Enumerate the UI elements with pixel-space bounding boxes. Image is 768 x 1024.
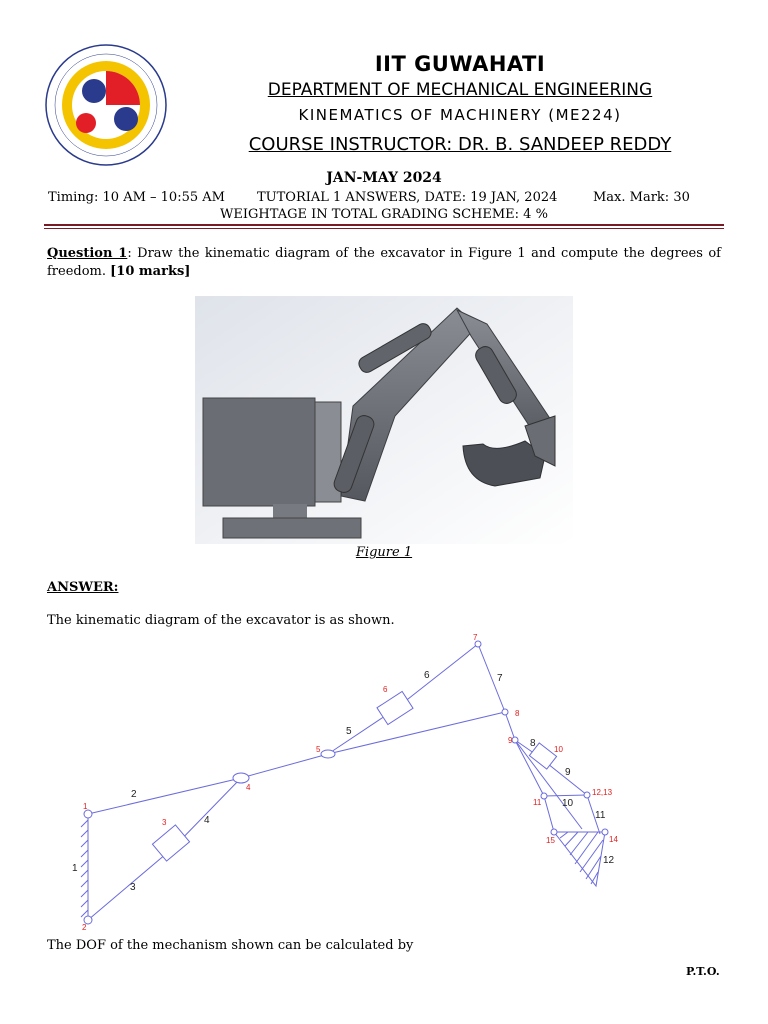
- joint-label-14: 14: [609, 835, 618, 844]
- joint-label-12-13: 12,13: [592, 788, 613, 797]
- ground-hatching: [81, 820, 88, 917]
- question-label: Question 1: [47, 246, 128, 261]
- joint-label-9: 9: [508, 736, 513, 745]
- answer-intro: The kinematic diagram of the excavator is as shown.: [47, 613, 395, 628]
- link-label-4: 4: [204, 815, 210, 826]
- link-label-12: 12: [603, 855, 615, 866]
- joint-label-15: 15: [546, 836, 555, 845]
- max-mark: Max. Mark: 30: [593, 190, 690, 205]
- link-label-2: 2: [131, 789, 137, 800]
- joint-label-3: 3: [162, 818, 167, 827]
- link-label-1: 1: [72, 863, 78, 874]
- institute-name: IIT GUWAHATI: [374, 52, 546, 76]
- joint-label-6: 6: [383, 685, 388, 694]
- course-instructor: COURSE INSTRUCTOR: DR. B. SANDEEP REDDY: [248, 134, 672, 155]
- joint-label-4: 4: [246, 783, 251, 792]
- figure-caption: Figure 1: [355, 545, 413, 560]
- question-body: : Draw the kinematic diagram of the excavator in Figure 1 and compute the degrees of freedom.: [47, 246, 721, 279]
- joint-label-2: 2: [82, 923, 87, 932]
- link-label-10: 10: [562, 798, 574, 809]
- link-label-7: 7: [497, 673, 503, 684]
- header-divider: [44, 224, 724, 226]
- joint-markers: [84, 641, 608, 924]
- link-label-6: 6: [424, 670, 430, 681]
- joint-label-5: 5: [316, 745, 321, 754]
- link-label-8: 8: [530, 738, 536, 749]
- course-name: KINEMATICS OF MACHINERY (ME224): [298, 106, 622, 124]
- department-name: DEPARTMENT OF MECHANICAL ENGINEERING: [267, 80, 653, 100]
- joint-label-7: 7: [473, 633, 478, 642]
- question-text: [47, 245, 721, 281]
- session-title: JAN-MAY 2024: [326, 170, 442, 186]
- bucket-hatching: [560, 832, 603, 884]
- dof-text: The DOF of the mechanism shown can be calculated by: [47, 938, 414, 953]
- joint-label-11: 11: [533, 798, 542, 807]
- joint-label-1: 1: [83, 802, 88, 811]
- institute-logo: [36, 43, 176, 168]
- header-divider-thin: [44, 228, 724, 229]
- pto-marker: P.T.O.: [686, 965, 720, 978]
- question-marks: [10 marks]: [110, 264, 191, 279]
- link-label-3: 3: [130, 882, 136, 893]
- excavator-figure: [195, 296, 573, 544]
- answer-heading: ANSWER:: [47, 580, 119, 595]
- joint-label-8: 8: [515, 709, 520, 718]
- link-label-5: 5: [346, 726, 352, 737]
- weightage-text: WEIGHTAGE IN TOTAL GRADING SCHEME: 4 %: [220, 207, 548, 222]
- timing-text: Timing: 10 AM – 10:55 AM: [48, 190, 225, 205]
- tutorial-date: TUTORIAL 1 ANSWERS, DATE: 19 JAN, 2024: [257, 190, 558, 205]
- link-label-11: 11: [595, 810, 606, 821]
- link-label-9: 9: [565, 767, 571, 778]
- kinematic-diagram: [60, 628, 660, 938]
- joint-label-10: 10: [554, 745, 563, 754]
